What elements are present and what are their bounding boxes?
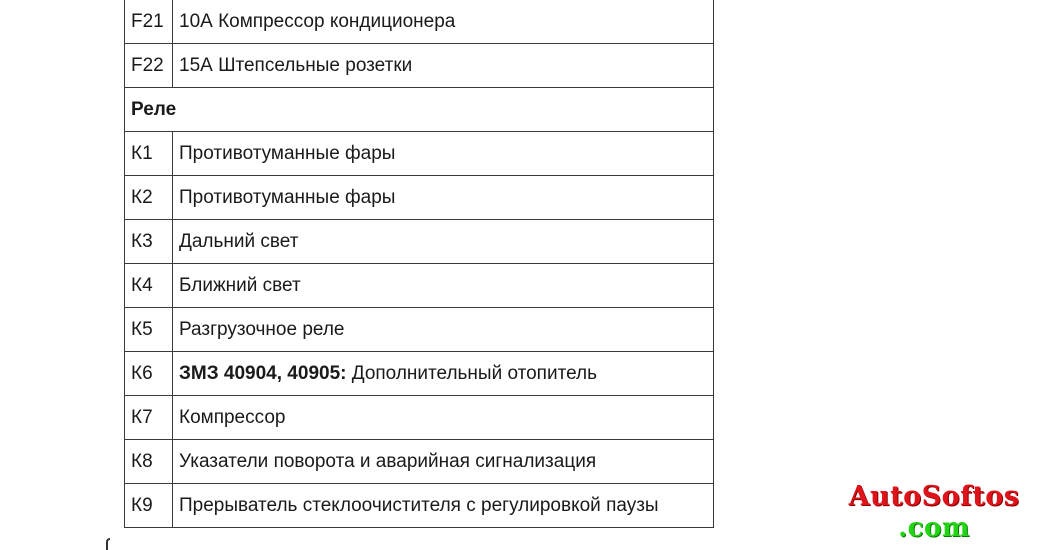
row-code: К9 xyxy=(125,484,173,528)
row-code: F22 xyxy=(125,44,173,88)
table-body xyxy=(125,0,714,528)
site-watermark xyxy=(836,480,1032,542)
table-row xyxy=(125,440,714,484)
engine-model-prefix: ЗМЗ 40904, 40905: xyxy=(179,362,347,384)
table-row xyxy=(125,44,714,88)
row-description: Ближний свет xyxy=(173,264,714,308)
cropped-glyph-mark xyxy=(106,538,110,550)
row-description: 10А Компрессор кондиционера xyxy=(173,0,714,44)
row-code: К7 xyxy=(125,396,173,440)
row-description xyxy=(173,352,714,396)
row-description: Противотуманные фары xyxy=(173,132,714,176)
table-row xyxy=(125,176,714,220)
row-code: К6 xyxy=(125,352,173,396)
row-code: К8 xyxy=(125,440,173,484)
table-row xyxy=(125,308,714,352)
section-title: Реле xyxy=(125,88,714,132)
row-description: Компрессор xyxy=(173,396,714,440)
table-row xyxy=(125,484,714,528)
row-description: Разгрузочное реле xyxy=(173,308,714,352)
row-code: К2 xyxy=(125,176,173,220)
watermark-domain: .com xyxy=(898,513,970,543)
row-description: Противотуманные фары xyxy=(173,176,714,220)
row-code: F21 xyxy=(125,0,173,44)
row-description: Дальний свет xyxy=(173,220,714,264)
fuse-relay-table xyxy=(124,0,714,528)
row-code: К1 xyxy=(125,132,173,176)
table-row xyxy=(125,396,714,440)
row-code: К4 xyxy=(125,264,173,308)
table-row xyxy=(125,352,714,396)
table-row xyxy=(125,0,714,44)
row-description: Указатели поворота и аварийная сигнализация xyxy=(173,440,714,484)
row-code: К5 xyxy=(125,308,173,352)
row-description: 15А Штепсельные розетки xyxy=(173,44,714,88)
table-row xyxy=(125,132,714,176)
row-description-text: Дополнительный отопитель xyxy=(346,362,597,384)
table-row xyxy=(125,264,714,308)
section-header-row xyxy=(125,88,714,132)
table-row xyxy=(125,220,714,264)
watermark-name: AutoSoftos xyxy=(848,481,1020,512)
row-code: К3 xyxy=(125,220,173,264)
row-description: Прерыватель стеклоочистителя с регулировкой паузы xyxy=(173,484,714,528)
